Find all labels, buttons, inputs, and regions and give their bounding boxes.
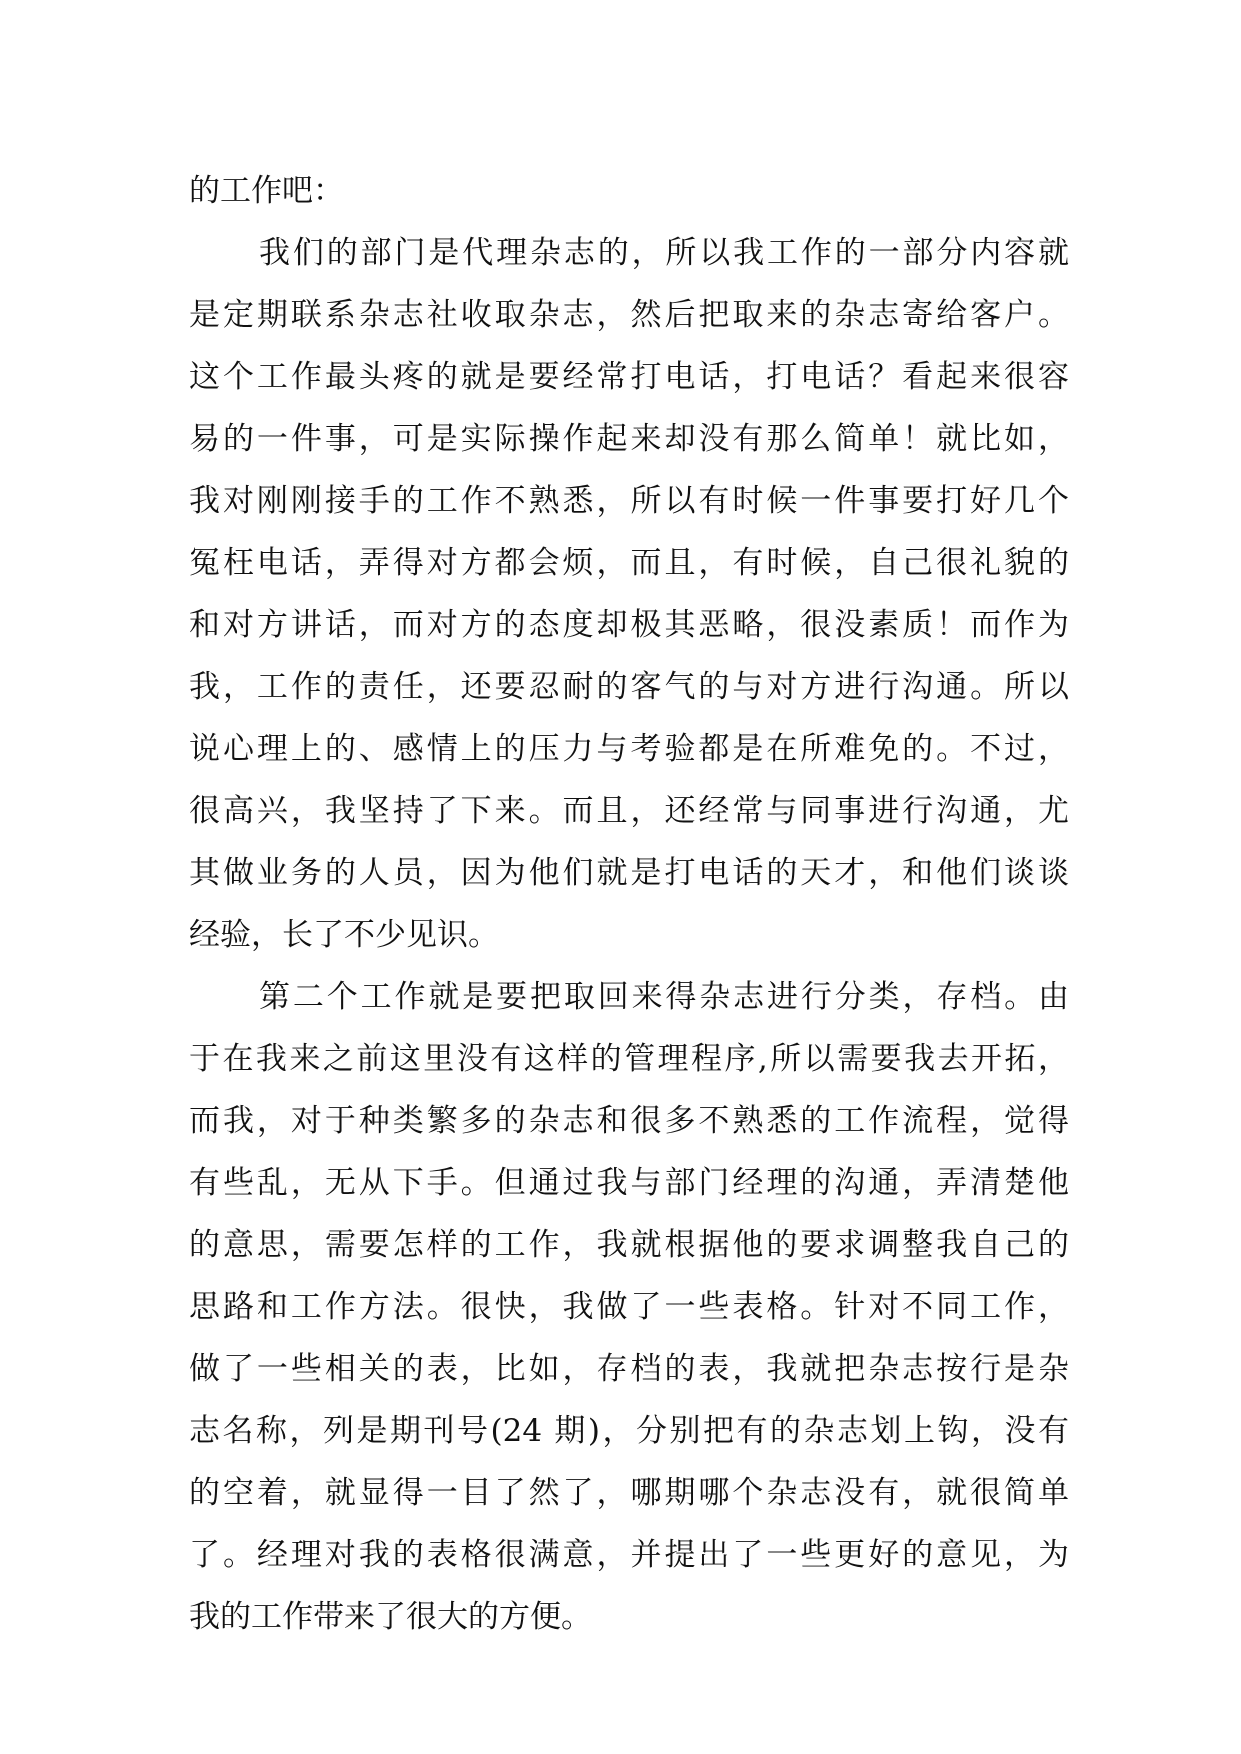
text-line: 说心理上的、感情上的压力与考验都是在所难免的。不过， <box>189 731 1069 767</box>
text-line: 这个工作最头疼的就是要经常打电话，打电话？看起来很容 <box>189 359 1069 395</box>
text-line: 有些乱，无从下手。但通过我与部门经理的沟通，弄清楚他 <box>189 1165 1069 1201</box>
text-line: 第二个工作就是要把取回来得杂志进行分类，存档。由 <box>259 979 1069 1015</box>
text-line: 我，工作的责任，还要忍耐的客气的与对方进行沟通。所以 <box>189 669 1069 705</box>
text-line: 其做业务的人员，因为他们就是打电话的天才，和他们谈谈 <box>189 855 1069 891</box>
text-line: 的空着，就显得一目了然了，哪期哪个杂志没有，就很简单 <box>189 1475 1069 1511</box>
text-line: 志名称，列是期刊号(24 期)，分别把有的杂志划上钩，没有 <box>189 1413 1069 1449</box>
text-line: 是定期联系杂志社收取杂志，然后把取来的杂志寄给客户。 <box>189 297 1069 333</box>
text-line: 我对刚刚接手的工作不熟悉，所以有时候一件事要打好几个 <box>189 483 1069 519</box>
text-line: 很高兴，我坚持了下来。而且，还经常与同事进行沟通，尤 <box>189 793 1069 829</box>
text-line: 的工作吧： <box>189 173 344 209</box>
text-line: 和对方讲话，而对方的态度却极其恶略，很没素质！而作为 <box>189 607 1069 643</box>
text-line: 经验，长了不少见识。 <box>189 917 499 953</box>
text-line: 我们的部门是代理杂志的，所以我工作的一部分内容就 <box>259 235 1069 271</box>
body-text <box>189 160 1069 1648</box>
text-line: 冤枉电话，弄得对方都会烦，而且，有时候，自己很礼貌的 <box>189 545 1069 581</box>
text-line: 易的一件事，可是实际操作起来却没有那么简单！就比如， <box>189 421 1069 457</box>
text-line: 思路和工作方法。很快，我做了一些表格。针对不同工作， <box>189 1289 1069 1325</box>
text-line: 我的工作带来了很大的方便。 <box>189 1599 592 1635</box>
text-line: 而我，对于种类繁多的杂志和很多不熟悉的工作流程，觉得 <box>189 1103 1069 1139</box>
text-line: 于在我来之前这里没有这样的管理程序,所以需要我去开拓， <box>189 1041 1069 1077</box>
text-line: 做了一些相关的表，比如，存档的表，我就把杂志按行是杂 <box>189 1351 1069 1387</box>
text-line: 的意思，需要怎样的工作，我就根据他的要求调整我自己的 <box>189 1227 1069 1263</box>
text-line: 了。经理对我的表格很满意，并提出了一些更好的意见，为 <box>189 1537 1069 1573</box>
